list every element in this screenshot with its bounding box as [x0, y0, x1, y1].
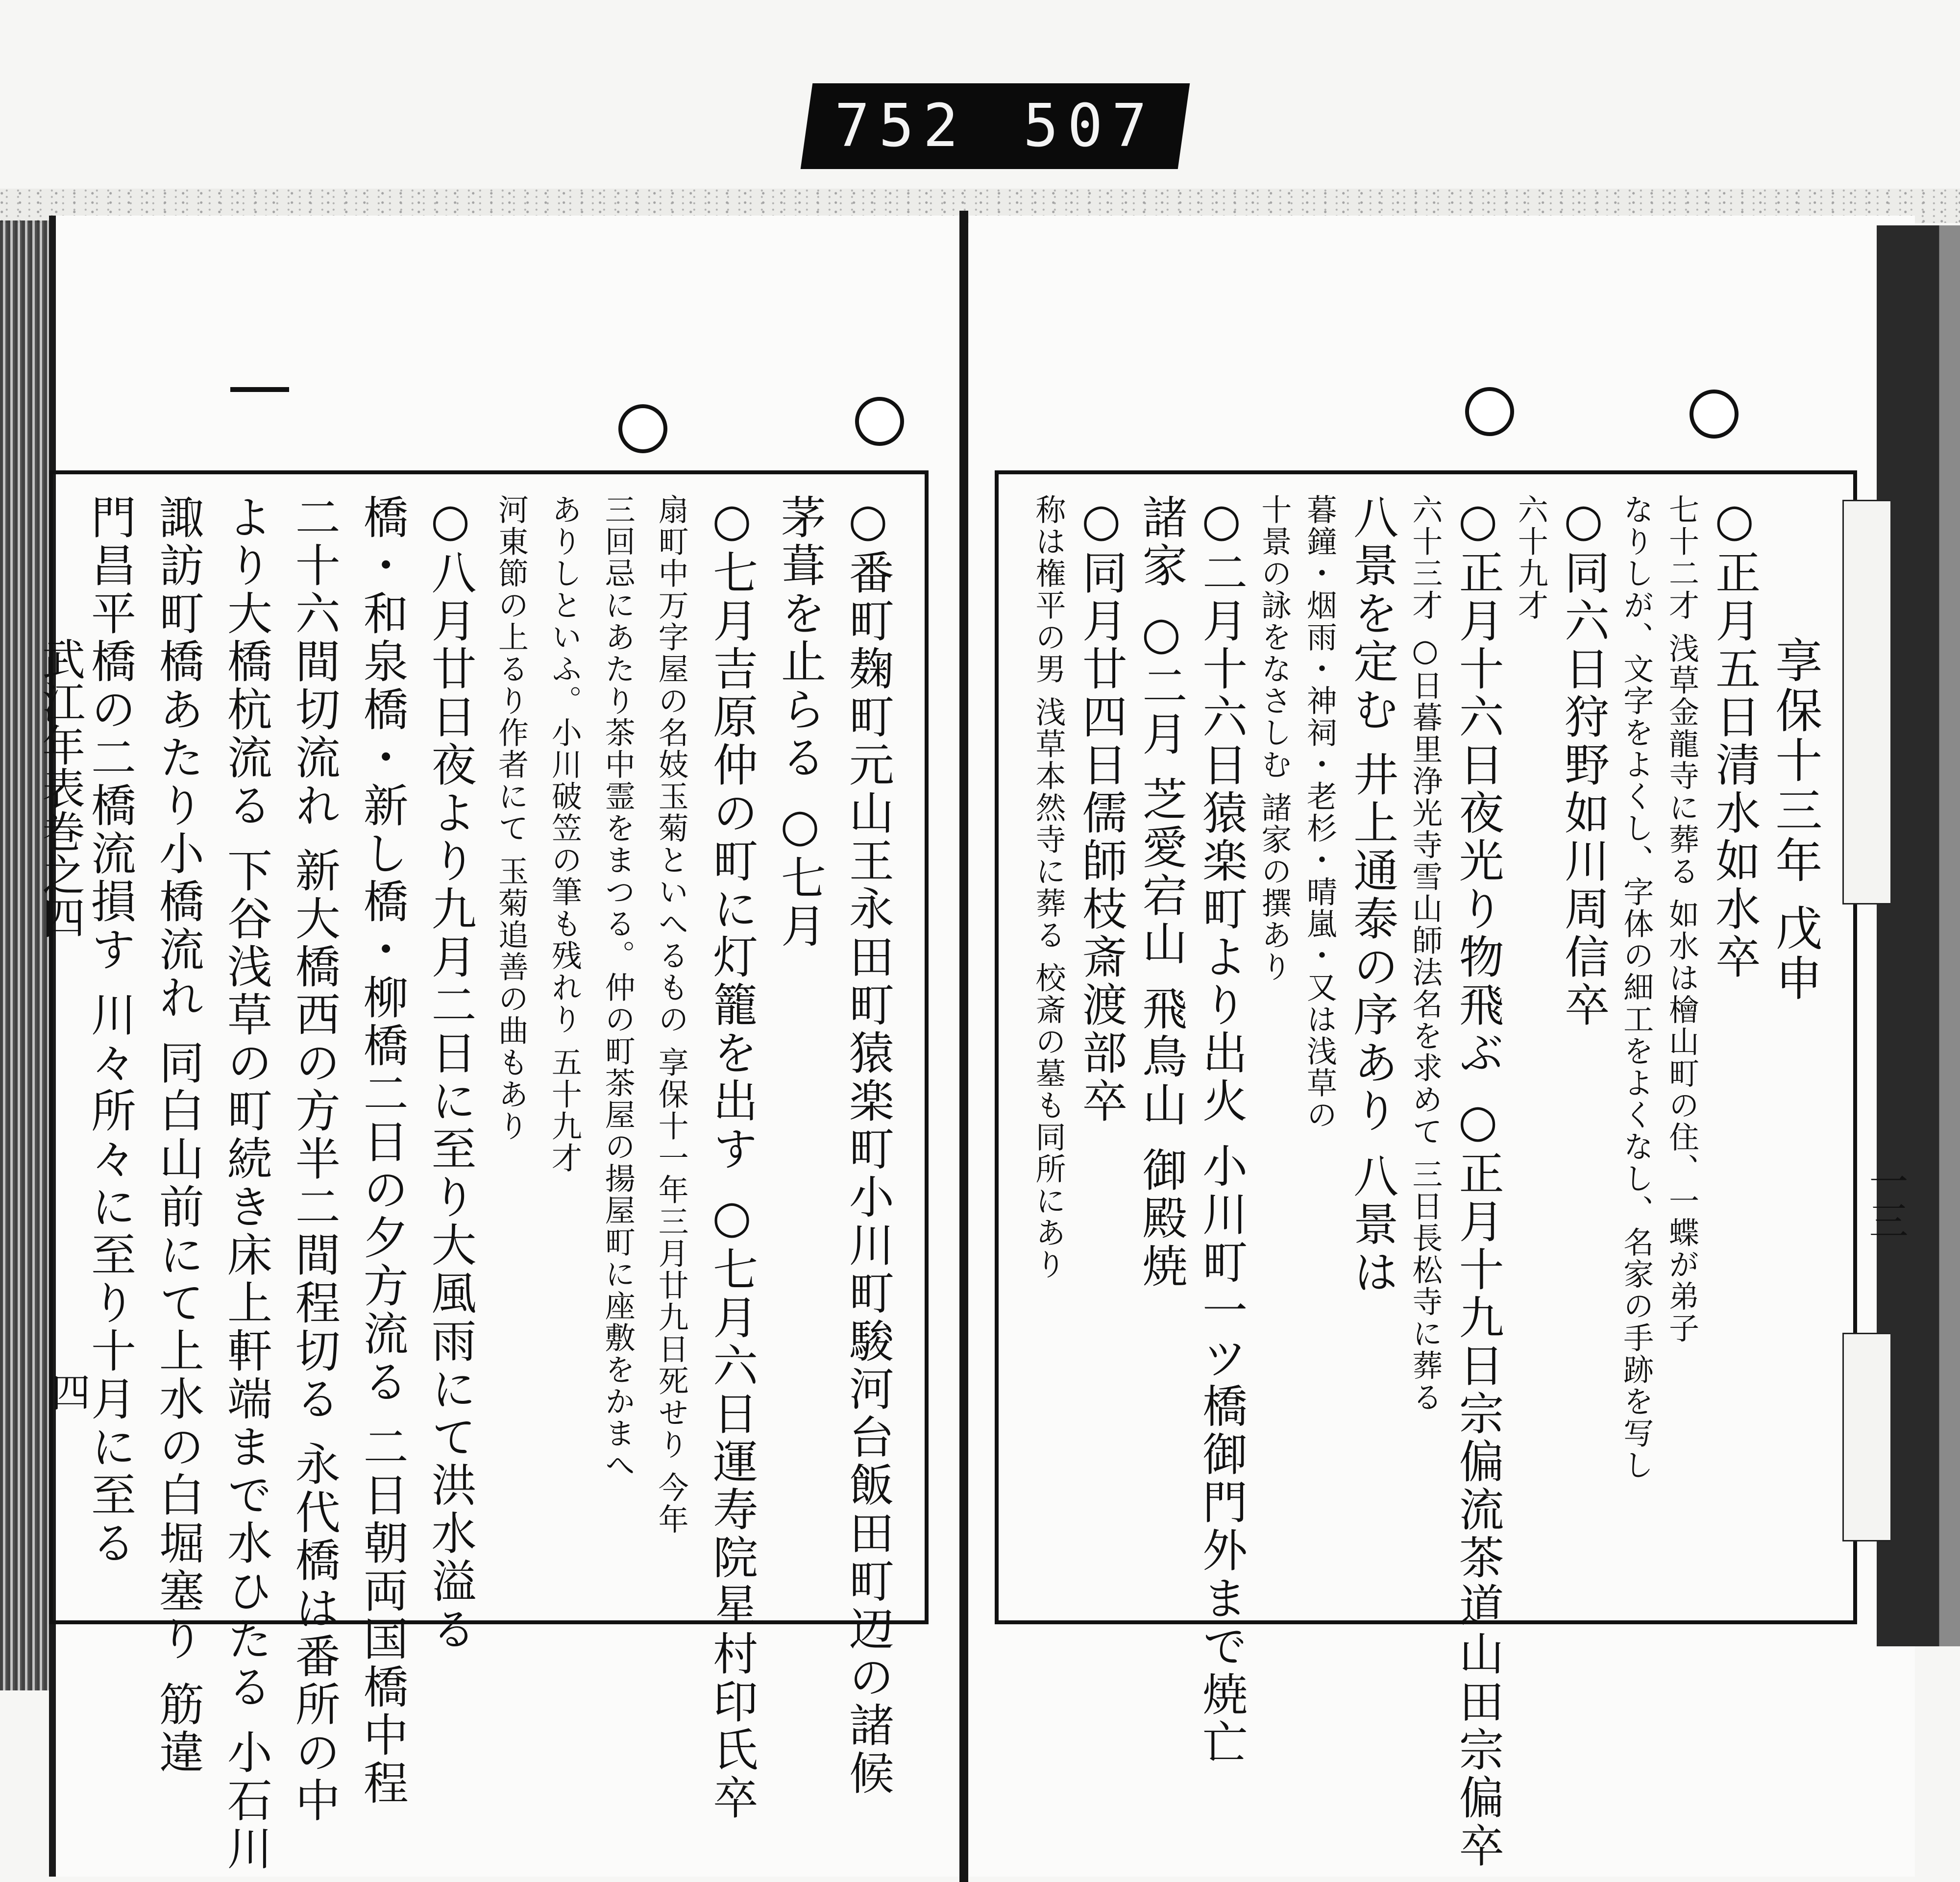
- left-text-column: より大橋杭流る 下谷浅草の町続き床上軒端まで水ひたる 小石川: [220, 494, 272, 1873]
- right-text-frame: [995, 470, 1857, 1871]
- left-text-column: 橋・和泉橋・新し橋・柳橋二日の夕方流る 二日朝両国橋中程: [356, 494, 409, 1808]
- left-text-column: 河東節の上るり作者にて 玉菊追善の曲もあり: [493, 494, 529, 1142]
- book-spine: [959, 211, 968, 1882]
- right-page-number: 一三: [1862, 1161, 1908, 1240]
- left-text-column: 二十六間切流れ 新大橋西の方半二間程切る 永代橋は番所の中: [288, 494, 341, 1825]
- binding-hole-icon: [1690, 390, 1739, 439]
- binding-hole-icon: [1465, 387, 1514, 436]
- right-text-column: 六十九才: [1513, 494, 1549, 621]
- left-book-edge: [0, 220, 49, 1690]
- right-edge-tab: [1842, 1333, 1890, 1541]
- right-text-column: ○正月五日清水如水卒: [1708, 494, 1761, 981]
- left-page-mark: [230, 387, 289, 392]
- left-text-column: 諏訪町橋あたり小橋流れ 同白山前にて上水の白堀塞り 筋違: [151, 494, 204, 1777]
- scan-label-left-code: 752: [834, 92, 967, 160]
- left-text-column: 門昌平橋の二橋流損す 川々所々に至り十月に至る: [84, 494, 136, 1568]
- left-text-columns: [84, 494, 894, 1873]
- right-edge-tab: [1842, 500, 1890, 904]
- left-text-column: ○番町麹町元山王永田町猿楽町小川町駿河台飯田町辺の諸候: [841, 494, 894, 1798]
- left-text-column: 茅葺を止らる ○七月: [773, 494, 826, 951]
- right-text-column: 称は権平の男 浅草本然寺に葬る 校斎の墓も同所にあり: [1030, 494, 1066, 1281]
- left-text-column: ○七月吉原仲の町に灯籠を出す ○七月六日運寿院星村印氏卒: [706, 494, 759, 1823]
- year-heading: 享保十三年 戊申: [1767, 636, 1823, 1004]
- right-text-column: 諸家 ○二月 芝愛宕山 飛鳥山 御殿焼: [1135, 494, 1188, 1291]
- right-text-columns: [1030, 494, 1823, 1871]
- right-text-column: なりしが、文字をよくし、字体の細工をよくなし、名家の手跡を写し: [1618, 494, 1654, 1481]
- right-text-column: 暮鐘・烟雨・神祠・老杉・晴嵐・又は浅草の: [1301, 494, 1338, 1131]
- left-text-column: 扇町中万字屋の名妓玉菊といへるもの 享保十一年三月廿九日死せり 今年: [653, 494, 689, 1536]
- left-text-column: ありしといふ。小川破笠の筆も残れり 五十九才: [546, 494, 583, 1174]
- left-page-number: 四: [45, 1372, 90, 1411]
- scan-label: [801, 83, 1190, 169]
- right-text-column: 十景の詠をなさしむ 諸家の撰あり: [1256, 494, 1292, 983]
- binding-hole-icon: [618, 404, 667, 453]
- right-text-column: 六十三才 ○日暮里浄光寺雪山師法名を求めて 三日長松寺に葬る: [1407, 494, 1443, 1414]
- left-text-column: 三回忌にあたり茶中霊をまつる。仲の町茶屋の揚屋町に座敷をかまへ: [600, 494, 636, 1481]
- left-spine-title: 武江年表巻之四: [35, 637, 86, 939]
- scan-label-right-code: 507: [1023, 92, 1156, 160]
- right-text-column: ○二月十六日猿楽町より出火 小川町一ツ橋御門外まで焼亡: [1195, 494, 1248, 1767]
- right-text-column: ○同六日狩野如川周信卒: [1557, 494, 1610, 1029]
- left-text-column: ○八月廿日夜より九月二日に至り大風雨にて洪水溢る: [424, 494, 477, 1654]
- right-text-column: ○正月十六日夜光り物飛ぶ ○正月十九日宗偏流茶道山田宗偏卒: [1451, 494, 1504, 1871]
- right-text-column: 八景を定む 井上通泰の序あり 八景は: [1346, 494, 1399, 1297]
- left-text-frame: [49, 470, 929, 1873]
- right-text-column: ○同月廿四日儒師枝斎渡部卒: [1075, 494, 1127, 1125]
- right-book-edge: [1877, 225, 1960, 1646]
- right-text-column: 七十二才 浅草金龍寺に葬る 如水は檜山町の住、一蝶が弟子: [1664, 494, 1700, 1344]
- binding-hole-icon: [855, 397, 904, 446]
